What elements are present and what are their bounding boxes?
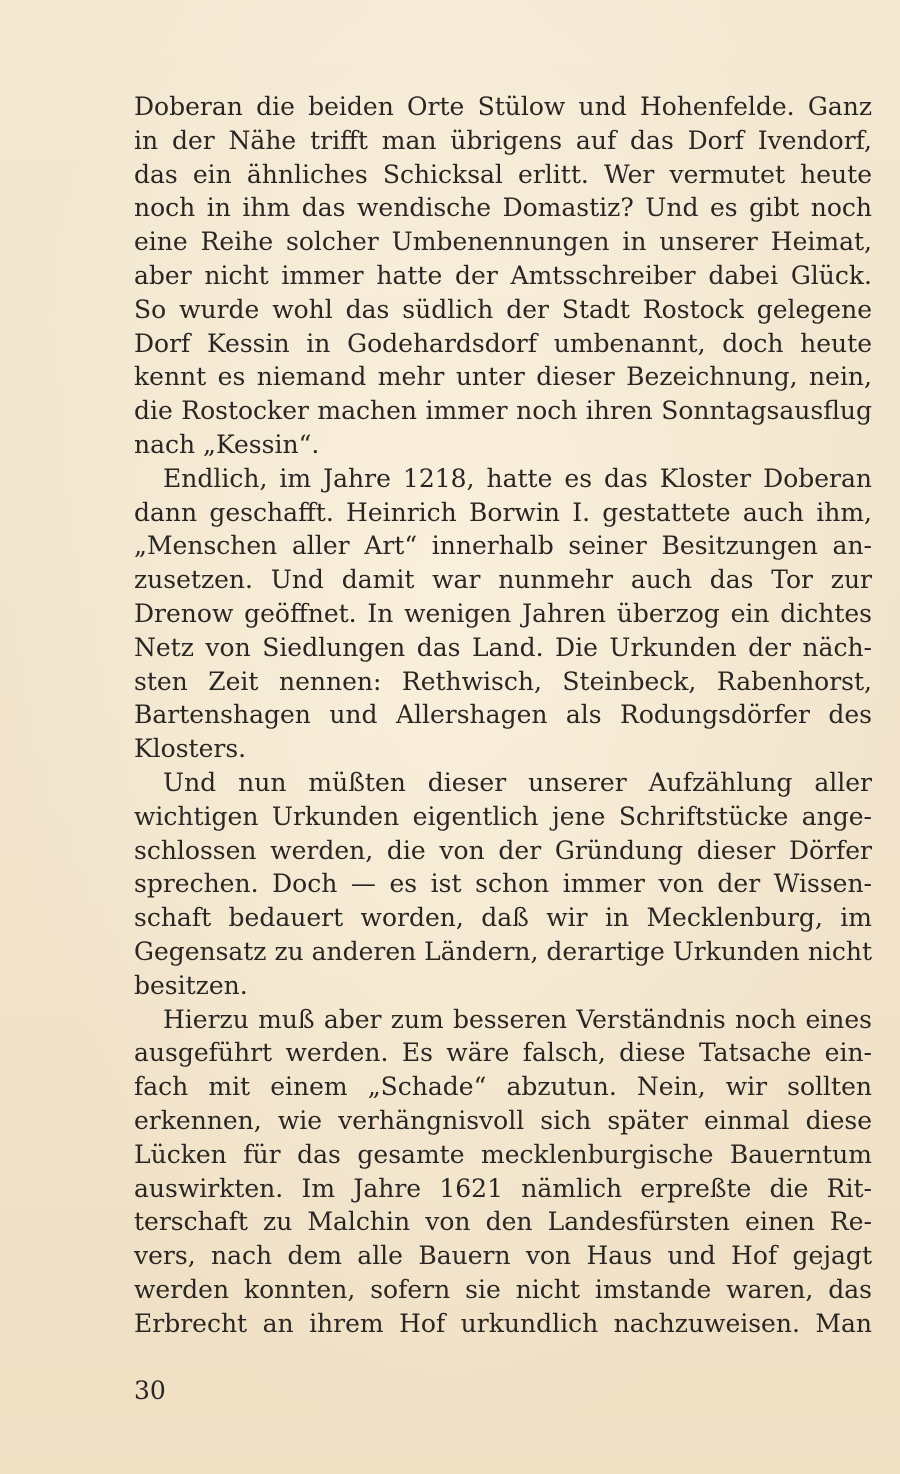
text-line: erkennen, wie verhängnisvoll sich später einmal diese bbox=[134, 1105, 872, 1135]
text-line: Drenow geöffnet. In wenigen Jahren überzog ein dichtes bbox=[134, 598, 872, 628]
text-line: in der Nähe trifft man übrigens auf das Dorf Ivendorf, bbox=[134, 125, 872, 155]
text-line: schaft bedauert worden, daß wir in Mecklenburg, im bbox=[134, 903, 872, 933]
text-line: vers, nach dem alle Bauern von Haus und Hof gejagt bbox=[134, 1241, 872, 1271]
text-line: das ein ähnliches Schicksal erlitt. Wer vermutet heute bbox=[134, 159, 872, 189]
text-line: die Rostocker machen immer noch ihren Sonntagsausflug bbox=[134, 396, 872, 426]
text-line: Doberan die beiden Orte Stülow und Hohenfelde. Ganz bbox=[134, 92, 872, 121]
text-line: Erbrecht an ihrem Hof urkundlich nachzuweisen. Man bbox=[134, 1308, 872, 1338]
text-line: zusetzen. Und damit war nunmehr auch das Tor zur bbox=[134, 565, 872, 595]
text-line: Lücken für das gesamte mecklenburgische Bauerntum bbox=[134, 1139, 872, 1169]
text-line: sprechen. Doch — es ist schon immer von der Wissen- bbox=[134, 869, 872, 899]
text-line: Klosters. bbox=[134, 734, 247, 764]
text-line: dann geschafft. Heinrich Borwin I. gestattete auch ihm, bbox=[134, 497, 872, 527]
paragraph-first-line: Hierzu muß aber zum besseren Verständnis noch eines bbox=[163, 1004, 872, 1034]
text-line: noch in ihm das wendische Domastiz? Und es gibt noch bbox=[134, 193, 872, 223]
paragraph-first-line: Endlich, im Jahre 1218, hatte es das Kloster Doberan bbox=[163, 463, 872, 493]
text-line: ausgeführt werden. Es wäre falsch, diese Tatsache ein- bbox=[134, 1038, 872, 1068]
text-line: Netz von Siedlungen das Land. Die Urkunden der näch- bbox=[134, 632, 872, 662]
text-line: eine Reihe solcher Umbenennungen in unserer Heimat, bbox=[134, 227, 872, 257]
text-line: besitzen. bbox=[134, 970, 248, 1000]
text-line: schlossen werden, die von der Gründung dieser Dörfer bbox=[134, 835, 872, 865]
text-line: auswirkten. Im Jahre 1621 nämlich erpreßte die Rit- bbox=[134, 1173, 872, 1203]
text-line: nach „Kessin“. bbox=[134, 429, 320, 459]
text-line: Dorf Kessin in Godehardsdorf umbenannt, doch heute bbox=[134, 328, 872, 358]
text-line: aber nicht immer hatte der Amtsschreiber dabei Glück. bbox=[134, 260, 872, 290]
paragraph-first-line: Und nun müßten dieser unserer Aufzählung aller bbox=[163, 767, 872, 797]
text-line: terschaft zu Malchin von den Landesfürsten einen Re- bbox=[134, 1207, 872, 1237]
text-line: So wurde wohl das südlich der Stadt Rostock gelegene bbox=[134, 294, 872, 324]
text-line: Gegensatz zu anderen Ländern, derartige Urkunden nicht bbox=[134, 936, 872, 966]
text-line: kennt es niemand mehr unter dieser Bezeichnung, nein, bbox=[134, 362, 872, 392]
text-line: werden konnten, sofern sie nicht imstande waren, das bbox=[134, 1274, 872, 1304]
text-line: sten Zeit nennen: Rethwisch, Steinbeck, Rabenhorst, bbox=[134, 666, 872, 696]
text-line: „Menschen aller Art“ innerhalb seiner Besitzungen an- bbox=[134, 531, 872, 561]
text-line: Bartenshagen und Allershagen als Rodungsdörfer des bbox=[134, 700, 872, 730]
text-line: wichtigen Urkunden eigentlich jene Schriftstücke ange- bbox=[134, 801, 872, 831]
body-text bbox=[134, 90, 872, 1340]
page-number: 30 bbox=[134, 1376, 166, 1405]
text-line: fach mit einem „Schade“ abzutun. Nein, wir sollten bbox=[134, 1072, 872, 1102]
